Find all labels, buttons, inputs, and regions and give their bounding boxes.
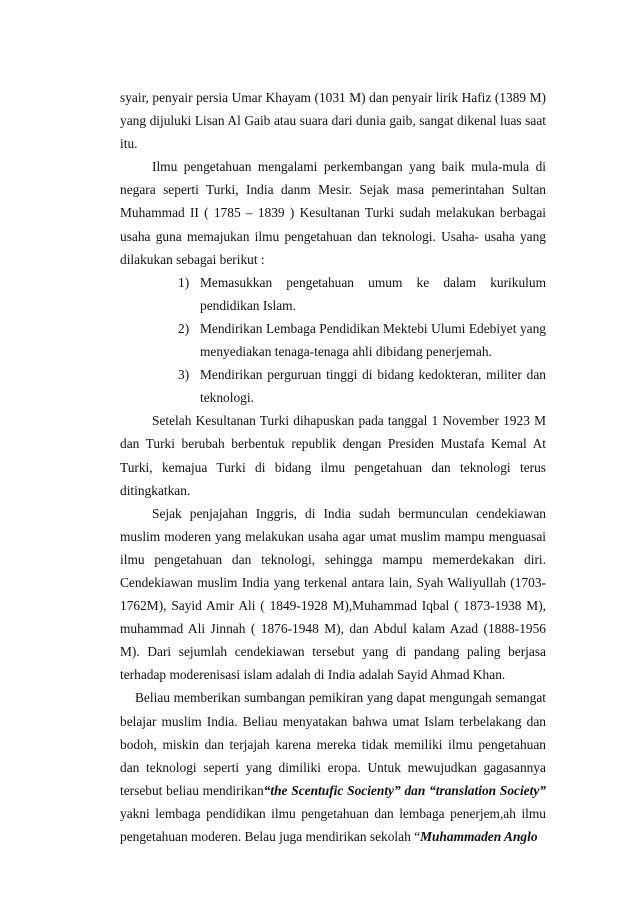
list-text: Mendirikan Lembaga Pendidikan Mektebi Ulumi Edebiyet yang menyediakan tenaga-tenaga ahli dibidang penerjemah.	[200, 320, 546, 360]
list-number: 3)	[178, 367, 190, 383]
numbered-list	[120, 271, 546, 410]
list-item	[120, 317, 546, 363]
paragraph-3: Setelah Kesultanan Turki dihapuskan pada tanggal 1 November 1923 M dan Turki berubah berbentuk republik dengan Presiden Mustafa Kemal At Turki, kemajua Turki di bidang ilmu pengetahuan dan teknologi terus ditingkatkan.	[120, 413, 546, 498]
document-page	[120, 86, 546, 848]
list-item	[120, 271, 546, 317]
paragraph-5-text-b: yakni lembaga pendidikan ilmu pengetahuan dan lembaga penerjem,ah ilmu pengetahuan moderen. Belau juga mendirikan sekolah “	[120, 805, 546, 844]
paragraph-5-text-a: Beliau memberikan sumbangan pemikiran yang dapat mengungah semangat belajar muslim India. Beliau menyatakan bahwa umat Islam terbelakang dan bodoh, miskin dan terjajah karena mereka tidak memiliki ilmu pengetahuan dan teknologi seperti yang dimiliki eropa. Untuk mewujudkan gagasannya tersebut beliau mendirikan	[120, 690, 546, 798]
list-text: Mendirikan perguruan tinggi di bidang kedokteran, militer dan teknologi.	[200, 367, 546, 406]
paragraph-2: Ilmu pengetahuan mengalami perkembangan yang baik mula-mula di negara seperti Turki, India danm Mesir. Sejak masa pemerintahan Sultan Muhammad II ( 1785 – 1839 ) Kesultanan Turki sudah melakukan berbagai usaha guna memajukan ilmu pengetahuan dan teknologi. Usaha- usaha yang dilakukan sebagai berikut :	[120, 159, 546, 267]
paragraph-5	[120, 686, 546, 848]
paragraph-5-emphasis: “the Scentufic Socienty” dan “translation Society”	[263, 782, 546, 798]
list-number: 2)	[178, 320, 190, 336]
list-item	[120, 363, 546, 409]
paragraph-4: Sejak penjajahan Inggris, di India sudah bermunculan cendekiawan muslim moderen yang melakukan usaha agar umat muslim mampu menguasai ilmu pengetahuan dan teknologi, sehingga mampu memerdekakan diri. Cendekiawan muslim India yang terkenal antara lain, Syah Waliyullah (1703-1762M), Sayid Amir Ali ( 1849-1928 M),Muhammad Iqbal ( 1873-1938 M), muhammad Ali Jinnah ( 1876-1948 M), dan Abdul kalam Azad (1888-1956 M). Dari sejumlah cendekiawan tersebut yang di pandang paling berjasa terhadap moderenisasi islam adalah di India adalah Sayid Ahmad Khan.	[120, 505, 546, 683]
list-number: 1)	[178, 274, 190, 290]
paragraph-1: syair, penyair persia Umar Khayam (1031 M) dan penyair lirik Hafiz (1389 M) yang dijuluki Lisan Al Gaib atau suara dari dunia gaib, sangat dikenal luas saat itu.	[120, 90, 546, 152]
paragraph-5-school-name: Muhammaden Anglo	[420, 829, 538, 844]
list-text: Memasukkan pengetahuan umum ke dalam kurikulum pendidikan Islam.	[200, 274, 546, 313]
